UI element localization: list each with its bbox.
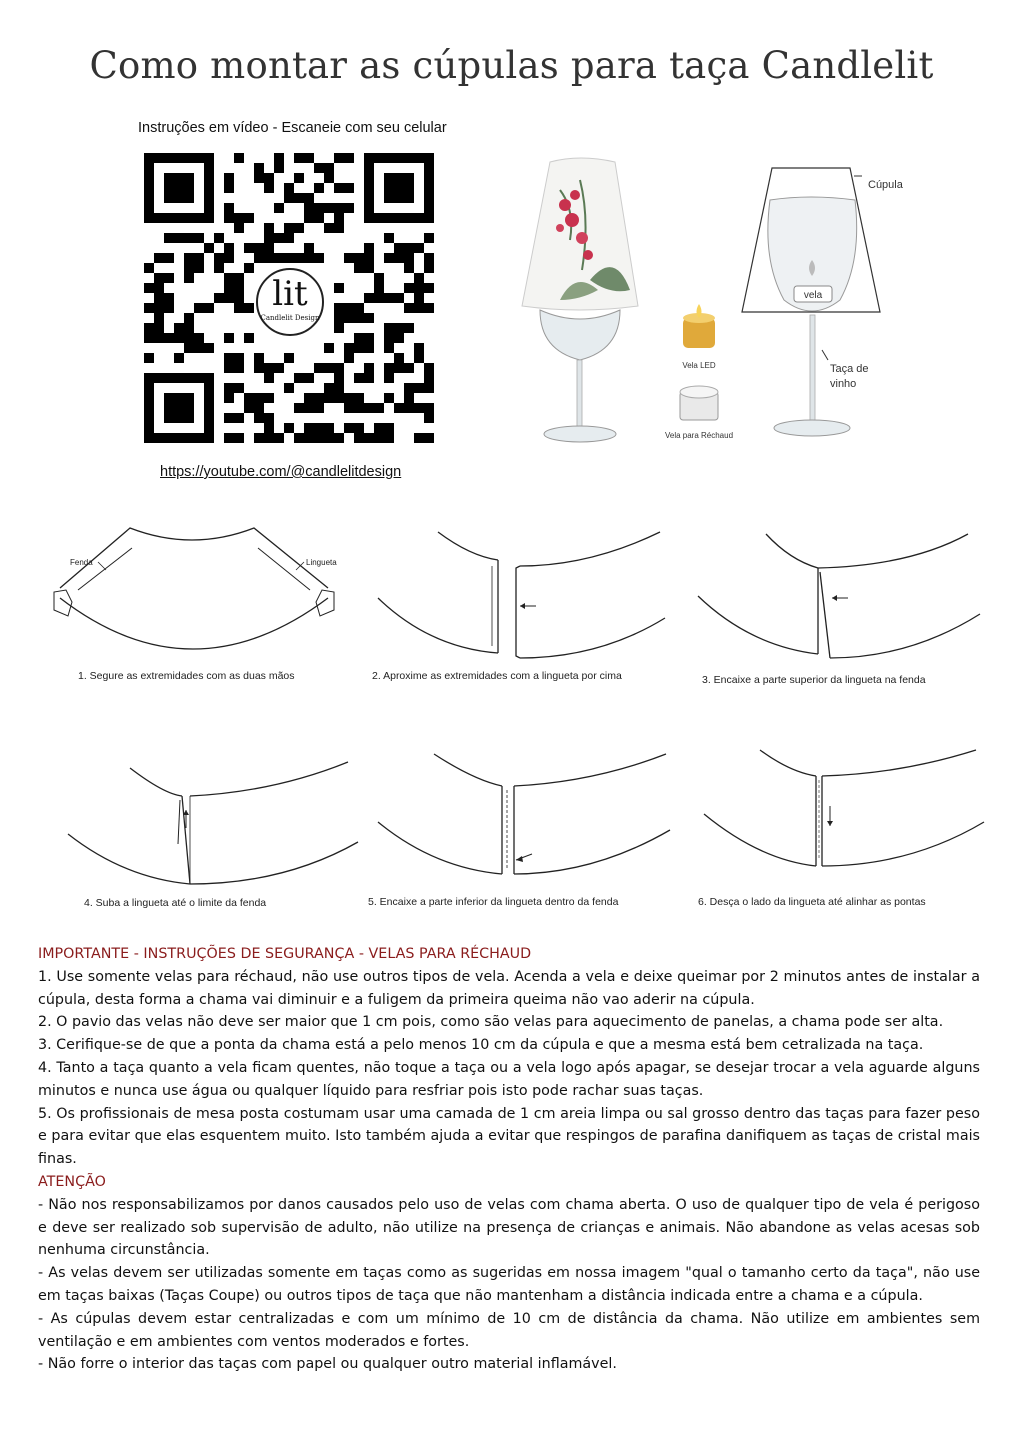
vela-led-label: Vela LED [682,361,716,370]
qr-code[interactable] [144,150,434,446]
safety-item-2: 2. O pavio das velas não deve ser maior que 1 cm pois, como são velas para aquecimento de panelas, a chama pode ser alta. [38,1014,944,1031]
safety-instructions [38,943,980,1376]
diagram-glass [742,168,904,436]
step-1-diagram [40,520,350,660]
step-5-caption: 5. Encaixe a parte inferior da lingueta dentro da fenda [368,896,619,908]
product-illustration [520,150,990,450]
qr-logo [256,268,324,336]
taca-label-line1: Taça de [830,363,869,375]
safety-item-3: 3. Cerifique-se de que a ponta da chama está a pelo menos 10 cm da cúpula e que a mesma está bem cetralizada na taça. [38,1037,924,1054]
fenda-label: Fenda [70,558,93,567]
vela-label: vela [803,290,823,301]
attention-item-2: - As velas devem ser utilizadas somente em taças como as sugeridas em nossa imagem "qual o tamanho certo da taça", não use em taças baixas (Taças Coupe) ou outros tipos de taça que não mantenham a distância indicada entre a chama e a cúpula. [38,1265,980,1304]
left-hand-icon [54,590,72,616]
right-hand-icon [316,590,334,616]
step-2-caption: 2. Aproxime as extremidades com a lingueta por cima [372,670,622,682]
page-title: Como montar as cúpulas para taça Candlelit [89,44,934,87]
wine-glass-illustration [520,150,990,450]
attention-item-4: - Não forre o interior das taças com papel ou qualquer outro material inflamável. [38,1356,617,1373]
step-3-diagram [690,530,990,670]
step-3-caption: 3. Encaixe a parte superior da lingueta na fenda [702,674,926,686]
safety-item-1: 1. Use somente velas para réchaud, não use outros tipos de vela. Acenda a vela e deixe queimar por 2 minutos antes de instalar a cúpula, desta forma a chama vai diminuir e a fuligem da primeira queima não vao aderir na cúpula. [38,968,980,1008]
attention-item-3: - As cúpulas devem estar centralizadas e com um mínimo de 10 cm de distância da chama. Não utilize em ambientes sem ventilação e em ambientes com ventos moderados e fortes. [38,1310,980,1350]
decorated-shade-glass [522,158,638,442]
lingueta-label: Lingueta [306,558,337,567]
attention-item-1: - Não nos responsabilizamos por danos causados pelo uso de velas com chama aberta. O uso de qualquer tipo de vela é perigoso e deve ser realizado sob supervisão de adulto, não utilize na presença de crianças e animais. Não abandone as velas acesas sob nenhuma circunstância. [38,1196,980,1259]
youtube-link[interactable]: https://youtube.com/@candlelitdesign [160,464,402,480]
step-6-caption: 6. Desça o lado da lingueta até alinhar as pontas [698,896,926,908]
qr-logo-text: lit [272,274,308,314]
step-1-caption: 1. Segure as extremidades com as duas mãos [78,670,295,682]
step-4-diagram [64,758,364,898]
safety-item-4: 4. Tanto a taça quanto a vela ficam quentes, não toque a taça ou a vela logo após apagar, se desejar trocar a vela aguarde alguns minutos e nunca use água ou qualquer líquido para resfriar pois isto pode rachar suas taças. [38,1059,980,1099]
qr-caption: Instruções em vídeo - Escaneie com seu celular [138,120,447,136]
step-2-diagram [370,528,670,668]
step-6-diagram [700,746,990,886]
taca-label-line2: vinho [830,378,857,390]
step-4-caption: 4. Suba a lingueta até o limite da fenda [84,897,267,909]
attention-heading: ATENÇÃO [38,1173,106,1190]
tealight-candle-icon [665,386,733,440]
led-candle-icon [682,304,716,370]
cupula-label: Cúpula [868,179,903,191]
qr-logo-subtext: Candlelit Design [260,314,320,322]
safety-item-5: 5. Os profissionais de mesa posta costumam usar uma camada de 1 cm areia limpa ou sal grosso dentro das taças para fazer peso e para evitar que elas esquentem muito. Isto também ajuda a evitar que respingos de parafina danifiquem as taças de cristal mais finas. [38,1105,980,1168]
step-5-diagram [374,750,674,890]
safety-heading: IMPORTANTE - INSTRUÇÕES DE SEGURANÇA - VELAS PARA RÉCHAUD [38,946,532,962]
vela-rechaud-label: Vela para Réchaud [664,431,734,440]
